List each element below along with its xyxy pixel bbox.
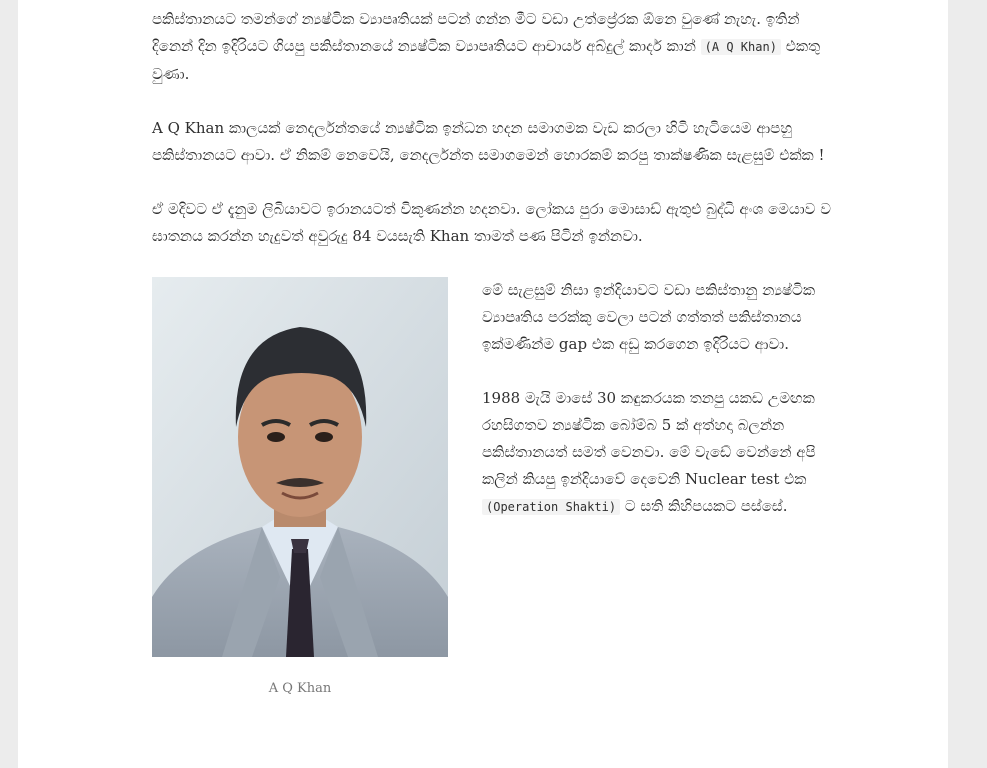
portrait-illustration [152, 277, 448, 657]
inline-code-operation-shakti: (Operation Shakti) [482, 499, 620, 515]
side-paragraph-2-text: 1988 මැයි මාසේ 30 කඳුකරයක තනපු යකඩ උමඟක රහසිගතව න්‍යෂ්ටික බෝම්බ 5 ක් අත්හදා බලන්න පකිස්තානයත් සමත් වෙනවා. මේ වැඩේ වෙන්නේ අපි කලින් කියපු ඉන්දියාවේ දෙවෙනි Nuclear test එක [482, 389, 816, 488]
article-body [152, 6, 832, 707]
figure-row [152, 277, 832, 707]
portrait-figure [152, 277, 448, 702]
paragraph-1 [152, 6, 832, 88]
paragraph-1-tail: එකතු වුණා. [152, 37, 821, 83]
side-column [482, 277, 822, 548]
inline-code-aqkhan: (A Q Khan) [701, 39, 781, 55]
paragraph-3: ඒ මදිවට ඒ දැනුම ලිබියාවට ඉරානයටත් විකුණන්න හදනවා. ලෝකය පුරා මොසාඩ් ඇතුළු බුද්ධි අංශ මෙයාව ව ඝාතනය කරන්න හැදුවත් අවුරුදු 84 වයසැති Khan තාමත් පණ පිටින් ඉන්නවා. [152, 200, 832, 245]
portrait-photo [152, 277, 448, 657]
side-paragraph-2 [482, 385, 822, 521]
side-paragraph-2-tail: ට සති කිහිපයකට පස්සේ. [620, 497, 788, 515]
article-page [18, 0, 948, 768]
side-paragraph-1: මේ සැළසුම් නිසා ඉන්දියාවට වඩා පකිස්තානු න්‍යෂ්ටික ව්‍යාපෘතිය පරක්කු වෙලා පටන් ගත්තත් පකිස්තානය ඉක්මණින්ම gap එක අඩු කරගෙන ඉදිරියට ආවා. [482, 281, 816, 353]
paragraph-1-text: පකිස්තානයට තමන්ගේ න්‍යෂ්ටික ව්‍යාපෘතියක් පටන් ගන්න මීට වඩා උත්ප්‍රේරක ඕනෙ වුණේ නැහැ. ඉතින් දිනෙන් දින ඉදිරියට ගියපු පකිස්තානයේ න්‍යෂ්ටික ව්‍යාපෘතියට ආචාර්ය අබ්දුල් කාදර් කාන් [152, 10, 800, 55]
photo-caption: A Q Khan [268, 681, 332, 696]
paragraph-2: A Q Khan කාලයක් නෙදර්ලන්තයේ න්‍යෂ්ටික ඉන්ධන හදන සමාගමක වැඩ කරලා හිටි හැටියෙම ආපහු පකිස්තානයට ආවා. ඒ නිකම් නෙවෙයි, නෙදර්ලන්ත සමාගමෙන් හොරකම් කරපු තාක්ෂණික සැළසුම් එක්ක ! [152, 119, 825, 164]
